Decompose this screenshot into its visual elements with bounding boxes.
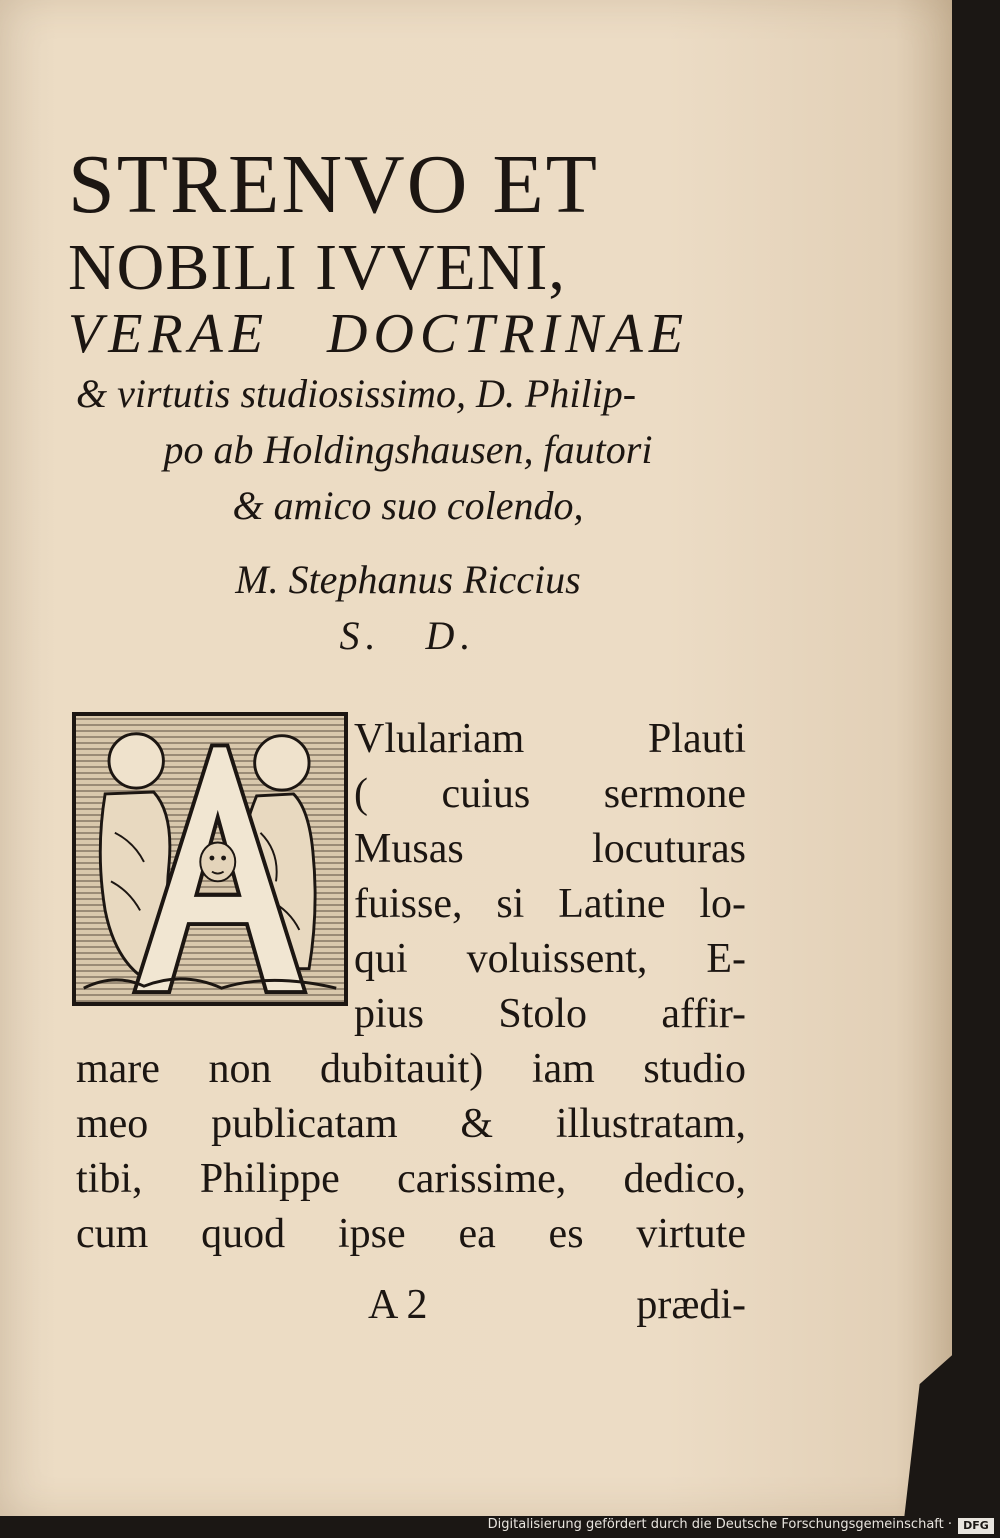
body-text — [76, 712, 746, 1262]
heading-line-3: VERAE DOCTRINAE — [68, 303, 690, 365]
heading-line-5: po ab Holdingshausen, fautori — [163, 427, 653, 472]
text-line: Musas locuturas — [354, 826, 746, 872]
catchword: prædi- — [636, 1282, 746, 1328]
text-line: Vlulariam Plauti — [354, 716, 746, 762]
dfg-logo: DFG — [958, 1518, 994, 1534]
text-line: ( cuius sermone — [354, 771, 746, 817]
text-line: mare non dubitauit) iam studio — [76, 1046, 746, 1092]
digitization-credit: Digitalisierung gefördert durch die Deutsche Forschungsgemeinschaft · — [487, 1517, 952, 1532]
text-line: pius Stolo affir- — [354, 991, 746, 1037]
text-line: cum quod ipse ea es virtute — [76, 1211, 746, 1257]
heading-line-6: & amico suo colendo, — [232, 483, 584, 528]
text-line: qui voluissent, E- — [354, 936, 746, 982]
heading-line-2: NOBILI IVVENI, — [68, 231, 566, 304]
salutation-line: S. D. — [339, 613, 477, 658]
text-line: tibi, Philippe carissime, dedico, — [76, 1156, 746, 1202]
text-line: fuisse, si Latine lo- — [354, 881, 746, 927]
heading-line-4: & virtutis studiosissimo, D. Philip- — [76, 371, 637, 416]
heading-line-1: STRENVO ET — [68, 138, 599, 231]
signature-mark: A 2 — [368, 1282, 428, 1328]
dedication-heading — [68, 140, 748, 664]
text-line: meo publicatam & illustratam, — [76, 1101, 746, 1147]
author-line: M. Stephanus Riccius — [235, 557, 581, 602]
